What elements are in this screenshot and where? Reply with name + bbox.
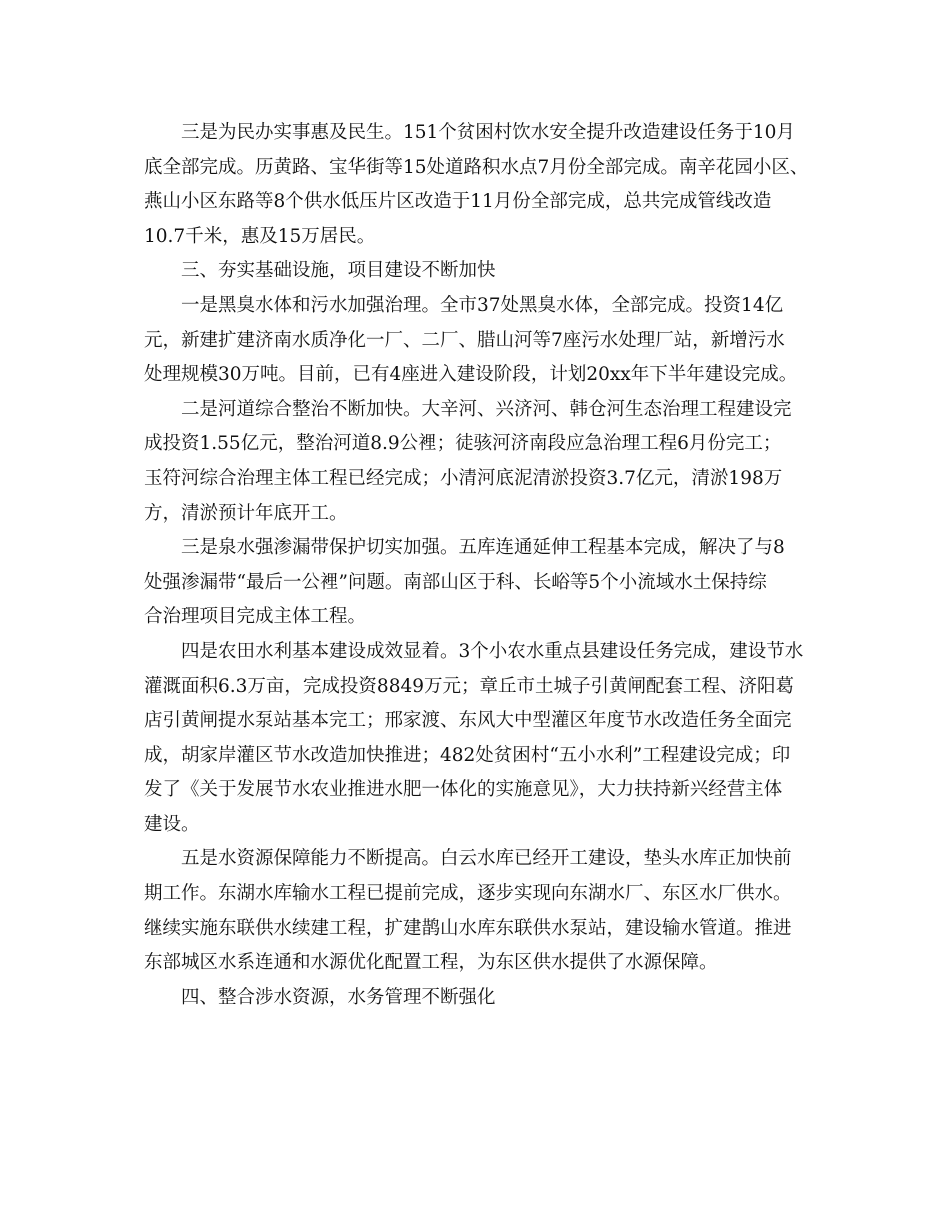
text-line: 10.7千米，惠及15万居民。 bbox=[144, 225, 376, 247]
section-heading-infrastructure bbox=[144, 254, 824, 289]
text-line: 玉符河综合治理主体工程已经完成；小清河底泥清淤投资3.7亿元，清淤198万 bbox=[144, 467, 783, 489]
text-line: 继续实施东联供水续建工程，扩建鹊山水库东联供水泵站，建设输水管道。推进 bbox=[144, 917, 792, 939]
text-line: 处理规模30万吨。目前，已有4座进入建设阶段，计划20xx年下半年建设完成。 bbox=[144, 364, 798, 386]
text-line: 底全部完成。历黄路、宝华街等15处道路积水点7月份全部完成。南辛花园小区、 bbox=[144, 156, 809, 178]
document-body bbox=[144, 116, 824, 1015]
text-line: 三是为民办实事惠及民生。151个贫困村饮水安全提升改造建设任务于10月 bbox=[181, 122, 795, 143]
text-line: 东部城区水系连通和水源优化配置工程，为东区供水提供了水源保障。 bbox=[144, 952, 718, 974]
heading-text: 三、夯实基础设施，项目建设不断加快 bbox=[181, 260, 496, 282]
text-line: 店引黄闸提水泵站基本完工；邢家渡、东风大中型灌区年度节水改造任务全面完 bbox=[144, 710, 792, 732]
text-line: 发了《关于发展节水农业推进水肥一体化的实施意见》，大力扶持新兴经营主体 bbox=[144, 779, 783, 801]
text-line: 成，胡家岸灌区节水改造加快推进；482处贫困村“五小水利”工程建设完成；印 bbox=[144, 744, 791, 766]
text-line: 一是黑臭水体和污水加强治理。全市37处黑臭水体，全部完成。投资14亿 bbox=[181, 294, 784, 316]
paragraph-rural-water-safety bbox=[144, 116, 824, 254]
paragraph-river-regulation bbox=[144, 393, 824, 531]
text-line: 建设。 bbox=[144, 813, 200, 835]
text-line: 三是泉水强渗漏带保护切实加强。五库连通延伸工程基本完成，解决了与8 bbox=[181, 537, 785, 559]
text-line: 灌溉面积6.3万亩，完成投资8849万元；章丘市土城子引黄闸配套工程、济阳葛 bbox=[144, 675, 795, 697]
text-line: 二是河道综合整治不断加快。大辛河、兴济河、韩仓河生态治理工程建设完 bbox=[181, 398, 792, 420]
paragraph-black-odorous-water bbox=[144, 289, 824, 393]
text-line: 处强渗漏带“最后一公裡”问题。南部山区于科、长峪等5个小流域水土保持综 bbox=[144, 571, 767, 593]
text-line: 五是水资源保障能力不断提高。白云水库已经开工建设，垫头水库正加快前 bbox=[181, 848, 792, 870]
text-line: 合治理项目完成主体工程。 bbox=[144, 606, 367, 628]
text-line: 方，清淤预计年底开工。 bbox=[144, 502, 348, 524]
paragraph-spring-protection bbox=[144, 531, 824, 635]
text-line: 成投资1.55亿元，整治河道8.9公裡；徒骇河济南段应急治理工程6月份完工； bbox=[144, 433, 782, 455]
paragraph-farmland-irrigation bbox=[144, 635, 824, 843]
text-line: 元，新建扩建济南水质净化一厂、二厂、腊山河等7座污水处理厂站，新增污水 bbox=[144, 329, 785, 351]
text-line: 燕山小区东路等8个供水低压片区改造于11月份全部完成，总共完成管线改造 bbox=[144, 191, 772, 213]
section-heading-water-management bbox=[144, 981, 824, 1016]
heading-text: 四、整合涉水资源，水务管理不断强化 bbox=[181, 986, 496, 1008]
text-line: 期工作。东湖水库输水工程已提前完成，逐步实现向东湖水厂、东区水厂供水。 bbox=[144, 883, 792, 905]
text-line: 四是农田水利基本建设成效显着。3个小农水重点县建设任务完成，建设节水 bbox=[181, 640, 804, 662]
paragraph-water-resource-security bbox=[144, 842, 824, 980]
